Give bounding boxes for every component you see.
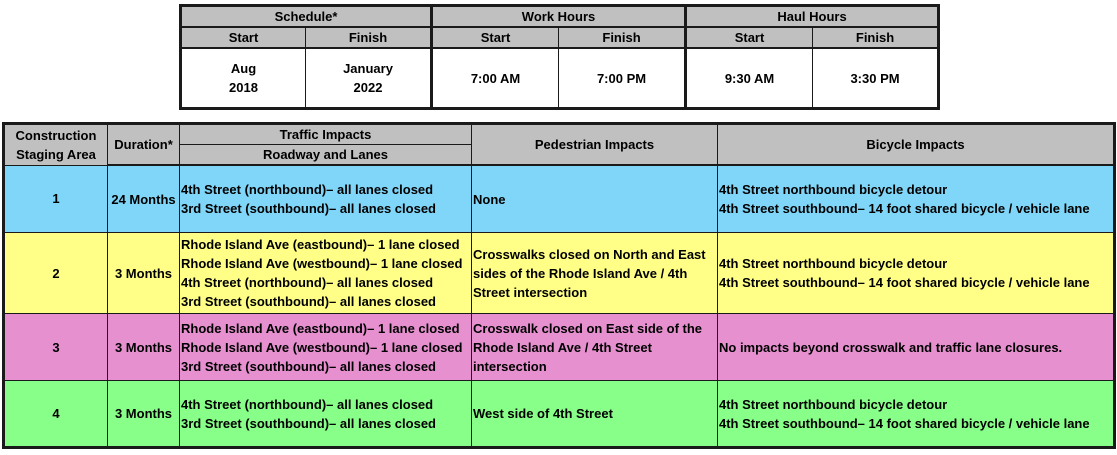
schedule-table xyxy=(179,4,940,110)
schedule-group-header: Schedule* xyxy=(181,6,432,28)
haul-hours-group-header: Haul Hours xyxy=(686,6,939,28)
staging-area-cell: 3 xyxy=(4,314,108,381)
bicycle-cell xyxy=(718,165,1115,233)
bicycle-line: 4th Street southbound– 14 foot shared bicycle / vehicle lane xyxy=(719,275,1090,290)
traffic-line: 3rd Street (southbound)– all lanes closed xyxy=(181,358,436,374)
pedestrian-line: West side of 4th Street xyxy=(473,406,613,421)
schedule-finish-month: January xyxy=(343,61,393,76)
traffic-line: 4th Street (northbound)– all lanes closed xyxy=(181,396,434,412)
bicycle-impacts-header: Bicycle Impacts xyxy=(718,124,1115,166)
duration-cell: 3 Months xyxy=(108,233,180,314)
traffic-cell xyxy=(180,381,472,448)
work-hours-group-header: Work Hours xyxy=(432,6,686,28)
haul-start-value: 9:30 AM xyxy=(686,48,813,109)
table-row xyxy=(4,381,1115,448)
schedule-start-value xyxy=(181,48,306,109)
haul-start-header: Start xyxy=(686,27,813,48)
pedestrian-impacts-header: Pedestrian Impacts xyxy=(472,124,718,166)
roadway-lanes-header: Roadway and Lanes xyxy=(180,145,472,166)
table-row xyxy=(4,233,1115,314)
staging-area-header xyxy=(4,124,108,166)
traffic-line: 3rd Street (southbound)– all lanes closed xyxy=(181,201,436,216)
haul-finish-value: 3:30 PM xyxy=(813,48,939,109)
bicycle-line: 4th Street northbound bicycle detour xyxy=(719,182,948,197)
traffic-line: 3rd Street (southbound)– all lanes closed xyxy=(181,294,436,309)
traffic-cell xyxy=(180,165,472,233)
pedestrian-cell xyxy=(472,233,718,314)
traffic-line: 4th Street (northbound)– all lanes closed xyxy=(181,182,434,197)
schedule-start-month: Aug xyxy=(230,61,257,76)
pedestrian-cell xyxy=(472,381,718,448)
traffic-line: 3rd Street (southbound)– all lanes closed xyxy=(181,415,436,431)
pedestrian-line: Rhode Island Ave / 4th Street xyxy=(473,339,652,355)
impacts-table xyxy=(2,122,1116,449)
traffic-line: Rhode Island Ave (westbound)– 1 lane closed xyxy=(181,256,463,271)
duration-header: Duration* xyxy=(108,124,180,166)
haul-finish-header: Finish xyxy=(813,27,939,48)
bicycle-line: 4th Street southbound– 14 foot shared bicycle / vehicle lane xyxy=(719,201,1090,216)
pedestrian-line: Crosswalks closed on North and East xyxy=(473,246,706,262)
staging-area-cell: 2 xyxy=(4,233,108,314)
pedestrian-line: None xyxy=(473,191,506,207)
bicycle-cell xyxy=(718,381,1115,448)
pedestrian-line: Crosswalk closed on East side of the xyxy=(473,320,703,336)
traffic-cell xyxy=(180,314,472,381)
duration-cell: 24 Months xyxy=(108,165,180,233)
traffic-line: Rhode Island Ave (eastbound)– 1 lane closed xyxy=(181,320,460,336)
pedestrian-line: intersection xyxy=(473,358,547,374)
traffic-line: Rhode Island Ave (eastbound)– 1 lane closed xyxy=(181,237,460,252)
work-start-header: Start xyxy=(432,27,559,48)
schedule-finish-header: Finish xyxy=(306,27,432,48)
bicycle-line: 4th Street northbound bicycle detour xyxy=(719,256,948,271)
bicycle-cell xyxy=(718,233,1115,314)
schedule-start-year: 2018 xyxy=(229,80,258,95)
pedestrian-line: Street intersection xyxy=(473,284,588,300)
traffic-cell xyxy=(180,233,472,314)
work-start-value: 7:00 AM xyxy=(432,48,559,109)
bicycle-line: 4th Street southbound– 14 foot shared bicycle / vehicle lane xyxy=(719,415,1090,431)
traffic-line: Rhode Island Ave (westbound)– 1 lane closed xyxy=(181,339,463,355)
schedule-finish-value xyxy=(306,48,432,109)
duration-cell: 3 Months xyxy=(108,381,180,448)
pedestrian-cell xyxy=(472,165,718,233)
staging-area-header-line1: Construction xyxy=(15,127,97,143)
work-finish-value: 7:00 PM xyxy=(559,48,686,109)
duration-cell: 3 Months xyxy=(108,314,180,381)
work-finish-header: Finish xyxy=(559,27,686,48)
pedestrian-cell xyxy=(472,314,718,381)
staging-area-header-line2: Staging Area xyxy=(16,146,96,162)
bicycle-line: 4th Street northbound bicycle detour xyxy=(719,396,948,412)
staging-area-cell: 1 xyxy=(4,165,108,233)
schedule-start-header: Start xyxy=(181,27,306,48)
table-row xyxy=(4,165,1115,233)
table-row xyxy=(4,314,1115,381)
schedule-finish-year: 2022 xyxy=(353,80,383,95)
traffic-impacts-header: Traffic Impacts xyxy=(180,124,472,145)
bicycle-line: No impacts beyond crosswalk and traffic lane closures. xyxy=(719,339,1063,355)
bicycle-cell xyxy=(718,314,1115,381)
traffic-line: 4th Street (northbound)– all lanes closed xyxy=(181,275,434,290)
pedestrian-line: sides of the Rhode Island Ave / 4th xyxy=(473,265,688,281)
staging-area-cell: 4 xyxy=(4,381,108,448)
